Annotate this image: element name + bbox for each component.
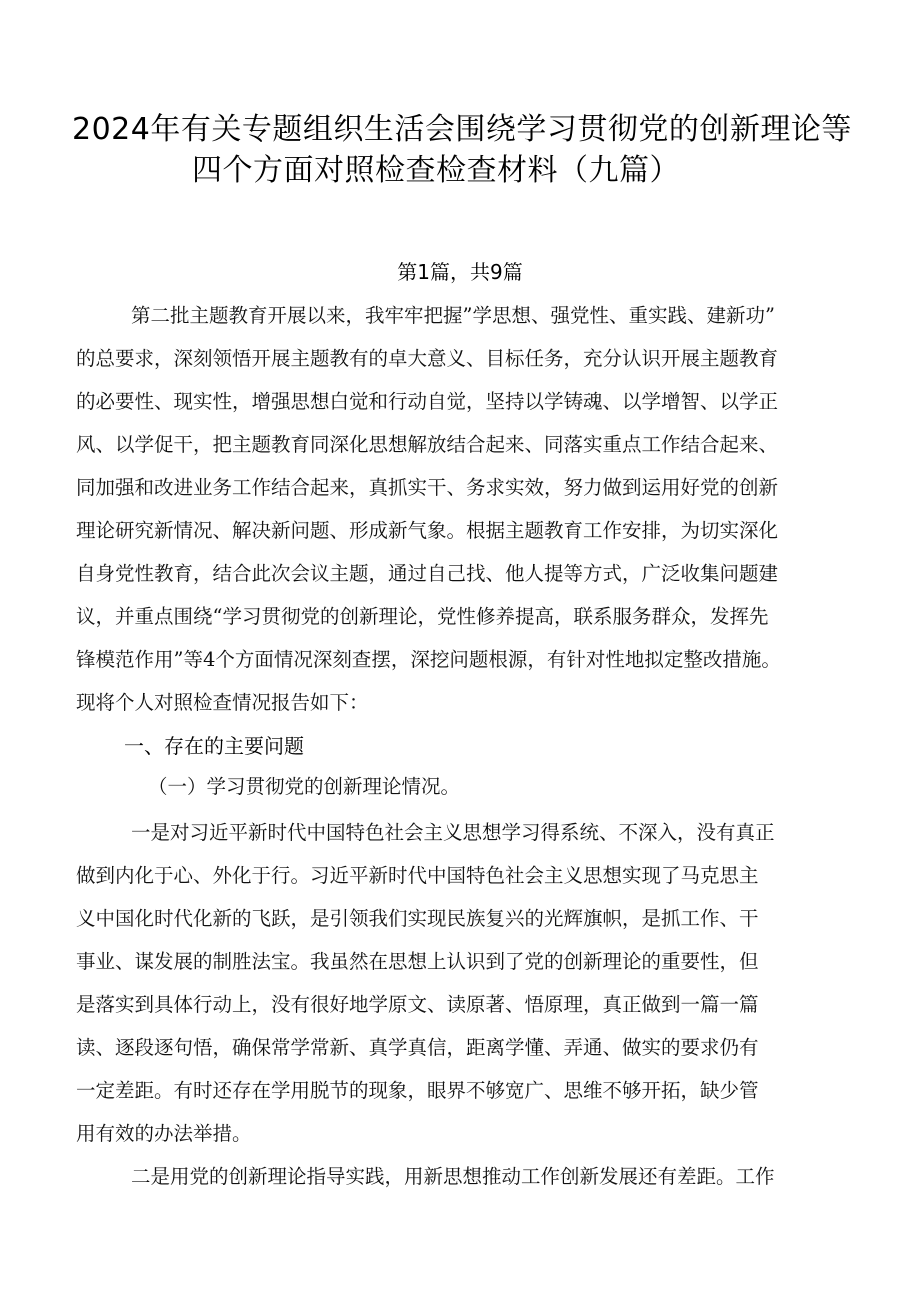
point1-line: 事业、谋发展的制胜法宝。我虽然在思想上认识到了党的创新理论的重要性，但 — [76, 950, 759, 973]
document-subtitle: 第1篇，共9篇 — [397, 260, 523, 284]
point1-line: 读、逐段逐句悟，确保常学常新、真学真信，距离学懂、弄通、做实的要求仍有 — [76, 1036, 759, 1059]
point1-line: 义中国化时代化新的飞跃，是引领我们实现民族复兴的光辉旗帜，是抓工作、干 — [76, 907, 759, 930]
point2-line: 二是用党的创新理论指导实践，用新思想推动工作创新发展还有差距。工作 — [131, 1165, 775, 1188]
document-title-line-2: 四个方面对照检查检查材料（九篇） — [192, 153, 680, 188]
intro-line: 现将个人对照检查情况报告如下： — [76, 691, 369, 714]
subsection-heading: （一）学习贯彻党的创新理论情况。 — [148, 775, 461, 798]
intro-line: 同加强和改进业务工作结合起来，真抓实干、务求实效，努力做到运用好党的创新 — [76, 476, 779, 499]
intro-line: 的总要求，深刻领悟开展主题教有的卓大意义、目标任务，充分认识开展主题教育 — [76, 347, 779, 370]
point1-line: 一是对习近平新时代中国特色社会主义思想学习得系统、不深入，没有真正 — [131, 821, 775, 844]
point1-line: 一定差距。有时还存在学用脱节的现象，眼界不够宽广、思维不够开拓，缺少管 — [76, 1079, 759, 1102]
intro-line: 的必要性、现实性，增强思想白觉和行动自觉，坚持以学铸魂、以学增智、以学正 — [76, 390, 779, 413]
intro-line: 第二批主题教育开展以来，我牢牢把握”学思想、强党性、重实践、建新功” — [131, 304, 775, 327]
point1-line: 是落实到具体行动上，没有很好地学原文、读原著、悟原理，真正做到一篇一篇 — [76, 993, 759, 1016]
point1-line: 用有效的办法举措。 — [76, 1122, 252, 1145]
intro-line: 锋模范作用”等4个方面情况深刻查摆，深挖问题根源，有针对性地拟定整改措施。 — [76, 648, 781, 671]
point1-line: 做到内化于心、外化于行。习近平新时代中国特色社会主义思想实现了马克思主 — [76, 864, 759, 887]
intro-line: 议，并重点围绕“学习贯彻党的创新理论，党性修养提高，联系服务群众，发挥先 — [76, 605, 769, 628]
intro-line: 理论研究新情况、解决新问题、形成新气象。根据主题教育工作安排，为切实深化 — [76, 519, 779, 542]
section-heading: 一、存在的主要问题 — [124, 734, 304, 758]
intro-line: 自身党性教育，结合此次会议主题，通过自己找、他人提等方式，广泛收集问题建 — [76, 562, 779, 585]
document-title-line-1: 2024年有关专题组织生活会围绕学习贯彻党的创新理论等 — [72, 112, 852, 147]
intro-line: 风、以学促干，把主题教育同深化思想解放结合起来、同落实重点工作结合起来、 — [76, 433, 779, 456]
